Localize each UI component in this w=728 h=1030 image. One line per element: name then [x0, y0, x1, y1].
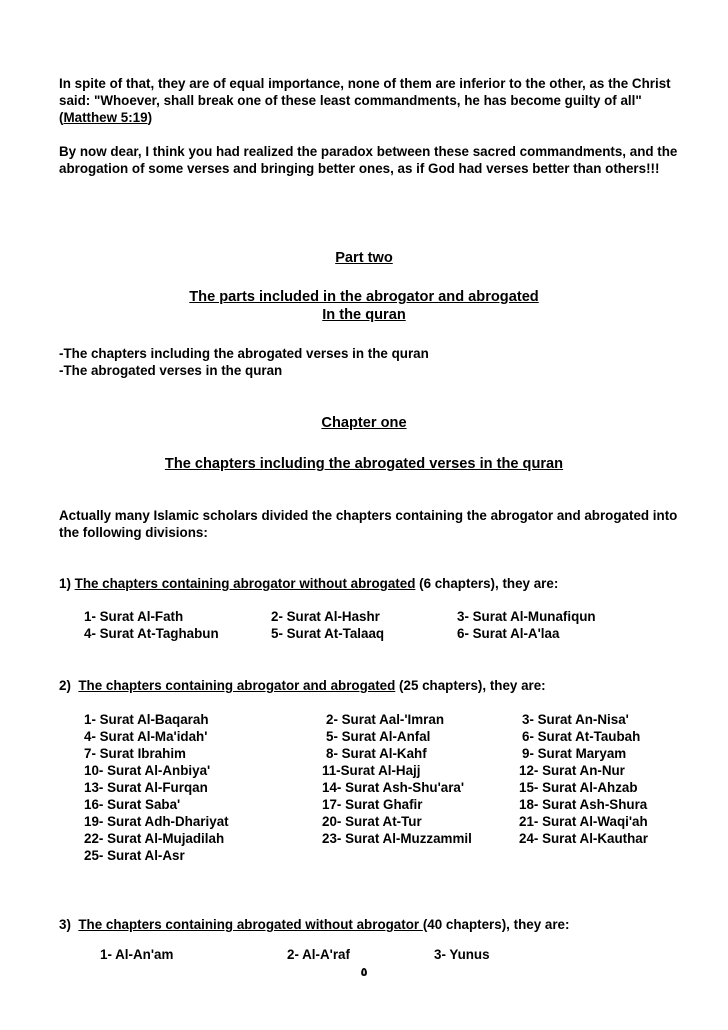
- list-item: 3- Yunus: [434, 947, 490, 962]
- chapter-one-title: Chapter one: [321, 415, 407, 431]
- division-3-title: The chapters containing abrogated without abrogator: [78, 917, 423, 932]
- part-two-item-2: -The abrogated verses in the quran: [59, 363, 283, 378]
- list-item: 9- Surat Maryam: [522, 746, 627, 761]
- chapter-one-subtitle: The chapters including the abrogated verses in the quran: [164, 456, 564, 472]
- list-item: 2- Al-A'raf: [287, 947, 350, 962]
- intro-paragraph-1-close: ): [147, 110, 153, 125]
- list-item: 3- Surat Al-Munafiqun: [457, 609, 596, 624]
- list-item: 5- Surat At-Talaaq: [271, 626, 385, 641]
- list-item: 2- Surat Aal-'Imran: [326, 712, 445, 727]
- list-item: 25- Surat Al-Asr: [84, 848, 185, 863]
- division-1-heading: [59, 575, 558, 592]
- list-item: 7- Surat Ibrahim: [84, 746, 186, 761]
- division-2-title: The chapters containing abrogator and abrogated: [78, 678, 396, 693]
- division-2-heading: [59, 677, 546, 694]
- list-item: 17- Surat Ghafir: [322, 797, 423, 812]
- list-item: 1- Surat Al-Fath: [84, 609, 184, 624]
- list-item: 10- Surat Al-Anbiya': [84, 763, 211, 778]
- page-number: ٥: [360, 965, 368, 979]
- list-item: 12- Surat An-Nur: [519, 763, 625, 778]
- list-item: 11-Surat Al-Hajj: [322, 763, 421, 778]
- list-item: 8- Surat Al-Kahf: [326, 746, 427, 761]
- part-two-subtitle-line-2: In the quran: [322, 307, 406, 323]
- division-3-heading: [59, 916, 569, 933]
- list-item: 6- Surat At-Taubah: [522, 729, 641, 744]
- list-item: 24- Surat Al-Kauthar: [519, 831, 648, 846]
- list-item: 16- Surat Saba': [84, 797, 181, 812]
- division-3-number: 3): [59, 917, 79, 932]
- part-two-item-1: -The chapters including the abrogated verses in the quran: [59, 346, 429, 361]
- division-3-suffix: (40 chapters), they are:: [422, 917, 570, 932]
- list-item: 1- Al-An'am: [100, 947, 174, 962]
- list-item: 6- Surat Al-A'laa: [457, 626, 560, 641]
- list-item: 18- Surat Ash-Shura: [519, 797, 648, 812]
- list-item: 1- Surat Al-Baqarah: [84, 712, 209, 727]
- list-item: 5- Surat Al-Anfal: [326, 729, 431, 744]
- part-two-title: Part two: [335, 250, 393, 266]
- matthew-reference-link[interactable]: Matthew 5:19: [63, 110, 148, 125]
- list-item: 20- Surat At-Tur: [322, 814, 422, 829]
- list-item: 13- Surat Al-Furqan: [84, 780, 208, 795]
- list-item: 22- Surat Al-Mujadilah: [84, 831, 225, 846]
- division-2-number: 2): [59, 678, 79, 693]
- list-item: 3- Surat An-Nisa': [522, 712, 629, 727]
- intro-paragraph-1: [59, 75, 679, 126]
- list-item: 15- Surat Al-Ahzab: [519, 780, 638, 795]
- list-item: 19- Surat Adh-Dhariyat: [84, 814, 229, 829]
- division-1-suffix: (6 chapters), they are:: [415, 576, 559, 591]
- list-item: 14- Surat Ash-Shu'ara': [322, 780, 465, 795]
- part-two-subtitle-line-1: The parts included in the abrogator and abrogated: [189, 289, 539, 305]
- division-2-suffix: (25 chapters), they are:: [395, 678, 546, 693]
- division-1-number: 1): [59, 576, 75, 591]
- intro-paragraph-2: By now dear, I think you had realized the paradox between these sacred commandments, and the abrogation of some verses and bringing better ones, as if God had verses better than others!!!: [59, 144, 678, 176]
- list-item: 23- Surat Al-Muzzammil: [322, 831, 472, 846]
- list-item: 2- Surat Al-Hashr: [271, 609, 380, 624]
- division-1-title: The chapters containing abrogator without abrogated: [74, 576, 416, 591]
- list-item: 21- Surat Al-Waqi'ah: [519, 814, 648, 829]
- list-item: 4- Surat Al-Ma'idah': [84, 729, 208, 744]
- list-item: 4- Surat At-Taghabun: [84, 626, 219, 641]
- intro-paragraph-1-text: In spite of that, they are of equal importance, none of them are inferior to the other, as the Christ said: "Whoever, shall break one of these least commandments, he has become guilty of all" (: [59, 76, 671, 125]
- part-two-subtitle: [0, 288, 728, 324]
- chapter-one-intro: Actually many Islamic scholars divided the chapters containing the abrogator and abrogated into the following divisions:: [59, 508, 678, 540]
